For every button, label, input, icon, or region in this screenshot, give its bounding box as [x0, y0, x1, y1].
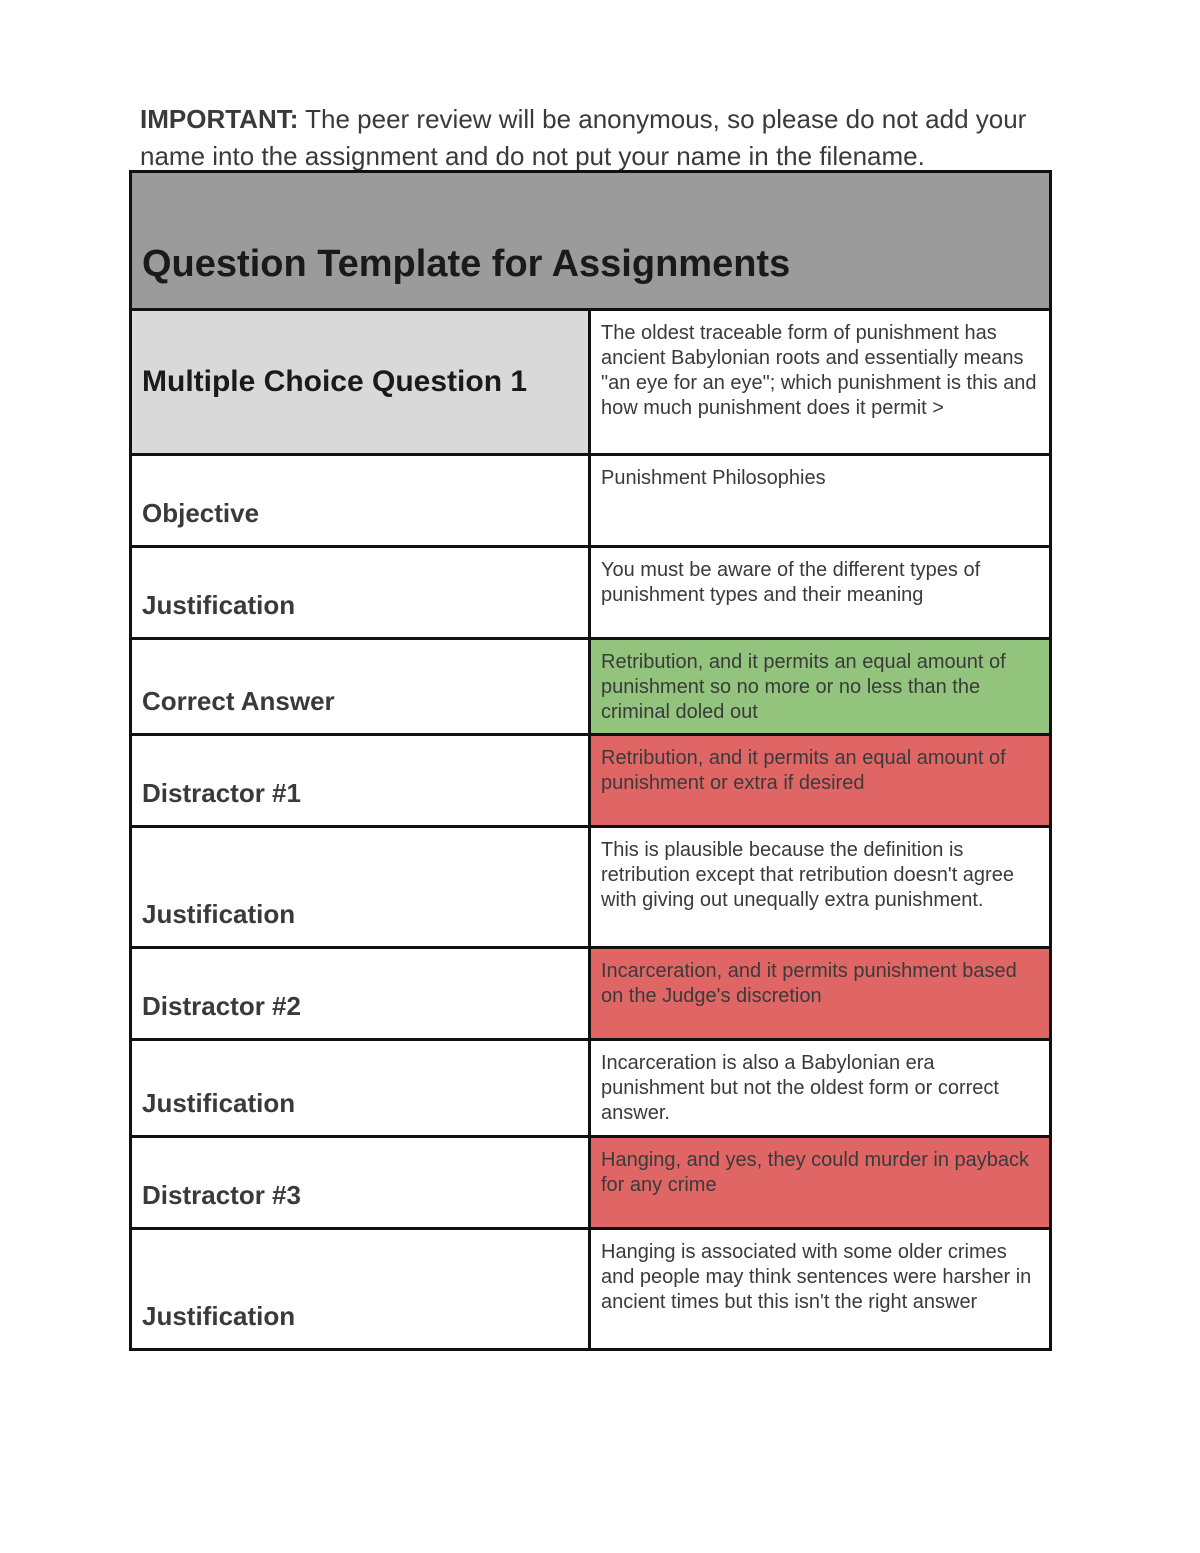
important-notice: [140, 101, 1060, 175]
correct-answer-value: Retribution, and it permits an equal amount of punishment so no more or no less than the criminal doled out: [590, 639, 1051, 735]
row-label: Justification: [131, 827, 590, 948]
table-title: Question Template for Assignments: [131, 172, 1051, 310]
row-label: Distractor #2: [131, 948, 590, 1040]
row-label: Justification: [131, 547, 590, 639]
table-row: [131, 310, 1051, 455]
row-label: Justification: [131, 1229, 590, 1350]
table-row: [131, 639, 1051, 735]
distractor-value: Hanging, and yes, they could murder in payback for any crime: [590, 1137, 1051, 1229]
table-row: [131, 1229, 1051, 1350]
row-label: Justification: [131, 1040, 590, 1137]
table-row: [131, 455, 1051, 547]
notice-text: The peer review will be anonymous, so please do not add your name into the assignment and do not put your name in the filename.: [140, 104, 1027, 171]
row-label: Multiple Choice Question 1: [131, 310, 590, 455]
table-title-row: [131, 172, 1051, 310]
row-value: Punishment Philosophies: [590, 455, 1051, 547]
distractor-value: Incarceration, and it permits punishment based on the Judge's discretion: [590, 948, 1051, 1040]
table-row: [131, 948, 1051, 1040]
question-template-table: [129, 170, 1052, 1351]
row-label: Distractor #3: [131, 1137, 590, 1229]
row-value: Incarceration is also a Babylonian era punishment but not the oldest form or correct answer.: [590, 1040, 1051, 1137]
row-value: You must be aware of the different types of punishment types and their meaning: [590, 547, 1051, 639]
row-value: Hanging is associated with some older crimes and people may think sentences were harsher in ancient times but this isn't the right answer: [590, 1229, 1051, 1350]
table-row: [131, 1137, 1051, 1229]
distractor-value: Retribution, and it permits an equal amount of punishment or extra if desired: [590, 735, 1051, 827]
table-row: [131, 1040, 1051, 1137]
row-value: This is plausible because the definition is retribution except that retribution doesn't agree with giving out unequally extra punishment.: [590, 827, 1051, 948]
table-row: [131, 547, 1051, 639]
row-label: Correct Answer: [131, 639, 590, 735]
row-label: Distractor #1: [131, 735, 590, 827]
row-label: Objective: [131, 455, 590, 547]
table-row: [131, 735, 1051, 827]
row-value: The oldest traceable form of punishment has ancient Babylonian roots and essentially means "an eye for an eye"; which punishment is this and how much punishment does it permit >: [590, 310, 1051, 455]
notice-bold-label: IMPORTANT:: [140, 104, 299, 134]
table-row: [131, 827, 1051, 948]
